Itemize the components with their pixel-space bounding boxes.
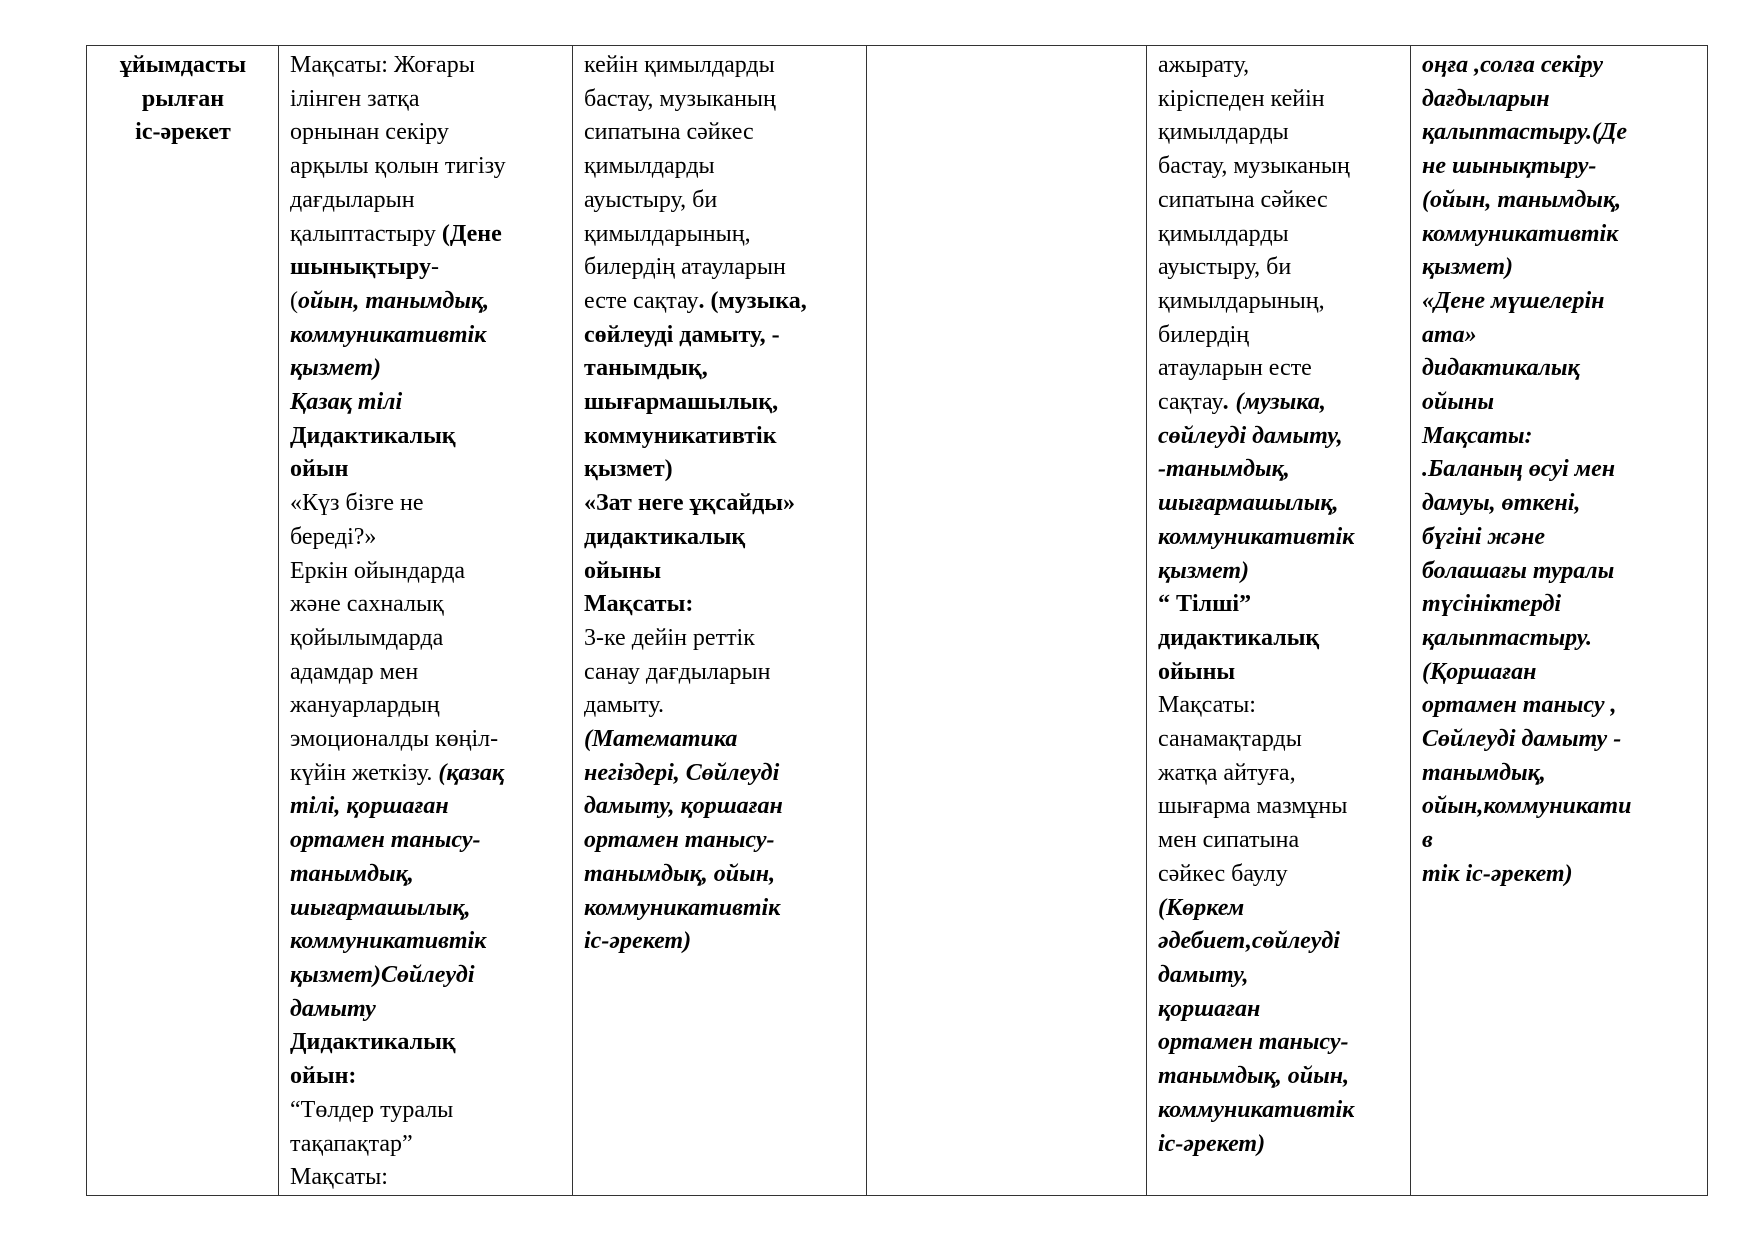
table-row [87, 46, 1708, 1196]
text-line [1422, 352, 1697, 386]
text-run: танымдық, [1422, 759, 1546, 786]
text-line [1422, 757, 1697, 791]
text-run: танымдық, [290, 860, 414, 887]
text-line [584, 251, 856, 285]
text-run: дағдыларын [290, 186, 415, 213]
text-line [290, 319, 562, 353]
text-line [290, 723, 562, 757]
text-line [290, 622, 562, 656]
text-line [1158, 588, 1400, 622]
text-line [1422, 555, 1697, 589]
text-line [290, 1060, 562, 1094]
text-line [290, 1094, 562, 1128]
text-line [290, 420, 562, 454]
text-line [584, 925, 856, 959]
text-line [1158, 1094, 1400, 1128]
table-cell-day-2 [573, 46, 867, 1196]
text-run: коммуникативтік [584, 422, 777, 449]
text-line [1158, 116, 1400, 150]
lesson-plan-table [86, 45, 1708, 1196]
text-line [584, 285, 856, 319]
text-run: Еркін ойындарда [290, 557, 466, 584]
text-line [584, 386, 856, 420]
text-line [290, 184, 562, 218]
text-line [1422, 251, 1697, 285]
text-line [1158, 352, 1400, 386]
text-line [290, 757, 562, 791]
text-run: “Төлдер туралы [290, 1096, 454, 1123]
text-run: дамыту. [584, 692, 664, 719]
text-line [1158, 1060, 1400, 1094]
text-line [290, 858, 562, 892]
text-run: Қазақ тілі [290, 389, 403, 416]
text-run: жануарлардың [290, 692, 440, 719]
text-line [290, 352, 562, 386]
text-line [1158, 622, 1400, 656]
text-run: «Күз бізге не [290, 490, 424, 517]
text-run: ортамен танысу , [1422, 692, 1617, 719]
text-line [1422, 588, 1697, 622]
text-run: шығармашылық, [1158, 490, 1339, 517]
text-line [290, 824, 562, 858]
text-line [290, 959, 562, 993]
text-line [1158, 420, 1400, 454]
text-run: ( [290, 287, 298, 314]
text-run: танымдық, [584, 355, 708, 382]
text-run: дидактикалық [584, 523, 746, 550]
table-cell-day-3-empty [867, 46, 1147, 1196]
text-run: дағдыларын [1422, 85, 1550, 112]
text-line [1422, 49, 1697, 83]
text-line [1158, 1128, 1400, 1162]
text-line [290, 1161, 562, 1195]
text-line [1422, 622, 1697, 656]
text-line [584, 521, 856, 555]
text-run: қызмет) [584, 456, 673, 483]
text-line [584, 555, 856, 589]
text-line [584, 218, 856, 252]
table-cell-day-4 [1147, 46, 1411, 1196]
text-line [1422, 689, 1697, 723]
text-line [1158, 49, 1400, 83]
text-run: Мақсаты: Жоғары [290, 52, 475, 78]
text-run: негіздері, Сөйлеуді [584, 759, 780, 786]
text-run: санау дағдыларын [584, 658, 771, 685]
text-run: танымдық, ойын, [584, 860, 776, 887]
text-line [584, 723, 856, 757]
text-run: ортамен танысу- [1158, 1029, 1349, 1056]
text-run: орнынан секіру [290, 119, 449, 146]
text-run: сипатына сәйкес [584, 119, 754, 146]
text-run: қимылдарды [584, 153, 715, 180]
text-run: .Баланың өсуі мен [1422, 456, 1616, 483]
text-run: кейін қимылдарды [584, 52, 775, 78]
text-run: ауыстыру, би [584, 186, 718, 213]
text-run: оңға ,солға секіру [1422, 52, 1603, 78]
text-line [584, 352, 856, 386]
text-line [584, 49, 856, 83]
text-line [1158, 993, 1400, 1027]
text-line [584, 116, 856, 150]
text-line [290, 1026, 562, 1060]
text-line [1158, 925, 1400, 959]
text-run: бастау, музыканың [1158, 153, 1350, 180]
text-run: қызмет) [290, 355, 382, 382]
text-run: атауларын есте [1158, 355, 1312, 382]
text-line [1158, 150, 1400, 184]
text-run: қалыптастыру. [1422, 624, 1592, 651]
text-line [290, 251, 562, 285]
text-run: Дидактикалық [290, 1029, 456, 1056]
text-run: дамыту [290, 995, 376, 1022]
table-cell-day-5 [1411, 46, 1708, 1196]
text-line [290, 116, 562, 150]
text-run: билердің атауларын [584, 254, 786, 281]
text-line [1158, 959, 1400, 993]
text-line [1158, 218, 1400, 252]
text-run: мен сипатына [1158, 827, 1300, 854]
text-line [290, 83, 562, 117]
text-line [290, 790, 562, 824]
text-line [290, 487, 562, 521]
text-line [1422, 521, 1697, 555]
text-run: сәйкес баулу [1158, 860, 1288, 887]
text-line [1158, 285, 1400, 319]
text-run: тік іс-әрекет) [1422, 860, 1573, 887]
text-line [1158, 790, 1400, 824]
text-line [1422, 420, 1697, 454]
text-run: (Дене [441, 220, 502, 247]
text-run: іс-әрекет) [584, 928, 692, 955]
text-run: қойылымдарда [290, 624, 444, 651]
text-run: Мақсаты: [584, 591, 694, 618]
text-run: қалыптастыру.(Де [1422, 119, 1627, 146]
text-line [584, 622, 856, 656]
text-line [1422, 116, 1697, 150]
text-run: Мақсаты: [1422, 422, 1533, 449]
text-run: (Қоршаған [1422, 658, 1537, 685]
text-line [290, 689, 562, 723]
text-run: билердің [1158, 321, 1250, 348]
text-run: қимылдарының, [584, 220, 751, 247]
text-run: арқылы қолын тигізу [290, 153, 506, 180]
text-run: шынықтыру [290, 254, 431, 281]
text-line [584, 588, 856, 622]
text-run: қалыптастыру [290, 220, 442, 247]
text-line [1158, 824, 1400, 858]
text-line [290, 993, 562, 1027]
text-run: бастау, музыканың [584, 85, 776, 112]
text-run: береді?» [290, 523, 377, 550]
text-run: қимылдарды [1158, 220, 1289, 247]
text-run: коммуникативтік [1158, 1096, 1355, 1123]
text-line [1422, 824, 1697, 858]
text-run: - [430, 254, 439, 281]
text-line [584, 453, 856, 487]
text-run: (Математика [584, 726, 738, 753]
text-run: коммуникативтік [584, 894, 781, 921]
text-run: ойыны [1158, 658, 1236, 685]
text-run: санамақтарды [1158, 726, 1302, 753]
text-run: ойын,коммуникати [1422, 793, 1632, 820]
text-run: в [1422, 827, 1433, 854]
text-line [290, 1128, 562, 1162]
text-line [584, 150, 856, 184]
text-run: коммуникативтік [1158, 523, 1355, 550]
text-line [584, 487, 856, 521]
text-line [290, 49, 562, 83]
text-run: ауыстыру, би [1158, 254, 1292, 281]
text-line [1158, 555, 1400, 589]
text-line [1422, 83, 1697, 117]
text-line [1158, 757, 1400, 791]
text-line [1422, 150, 1697, 184]
text-run: дамыту, қоршаған [584, 793, 783, 820]
text-run: тілі, қоршаған [290, 793, 449, 820]
text-run: шығарма мазмұны [1158, 793, 1348, 820]
text-run: 3-ке дейін реттік [584, 624, 755, 651]
text-line [1158, 251, 1400, 285]
text-run: бүгіні және [1422, 523, 1545, 550]
text-run: түсініктерді [1422, 591, 1562, 618]
text-run: күйін жеткізу. [290, 759, 439, 786]
text-line [1158, 689, 1400, 723]
text-run: танымдық, ойын, [1158, 1063, 1350, 1090]
text-run: қимылдарды [1158, 119, 1289, 146]
text-run: шығармашылық, [290, 894, 471, 921]
text-run: дидактикалық [1158, 624, 1320, 651]
text-run: ортамен танысу- [290, 827, 481, 854]
text-run: (қазақ [438, 759, 505, 786]
text-line [1158, 184, 1400, 218]
text-run: ойын [290, 456, 349, 483]
text-run: қоршаған [1158, 995, 1261, 1022]
text-run: «Зат неге ұқсайды» [584, 490, 796, 517]
text-run: “ Тілші” [1158, 591, 1252, 618]
text-line [1422, 858, 1697, 892]
text-line [290, 521, 562, 555]
text-run: қимылдарының, [1158, 287, 1325, 314]
text-run: (Көркем [1158, 894, 1245, 921]
text-line [584, 420, 856, 454]
text-line [1422, 386, 1697, 420]
text-run: сипатына сәйкес [1158, 186, 1328, 213]
text-run: сөйлеуді дамыту, [1158, 422, 1343, 449]
text-run: және сахналық [290, 591, 444, 618]
text-run: Мақсаты: [290, 1164, 388, 1191]
text-run: эмоционалды көңіл- [290, 726, 499, 753]
text-line [1422, 453, 1697, 487]
text-line [290, 453, 562, 487]
text-run: жатқа айтуға, [1158, 759, 1296, 786]
text-run: коммуникативтік [290, 928, 487, 955]
text-run: ата» [1422, 321, 1477, 348]
text-run: ойын: [290, 1063, 357, 1090]
text-line [290, 386, 562, 420]
text-run: болашағы туралы [1422, 557, 1615, 584]
text-line [1158, 83, 1400, 117]
text-run: қызмет) [1422, 254, 1514, 281]
text-run: коммуникативтік [290, 321, 487, 348]
text-line [584, 892, 856, 926]
text-line [584, 858, 856, 892]
text-line [1158, 386, 1400, 420]
text-line [584, 83, 856, 117]
text-line [1158, 858, 1400, 892]
text-line [1422, 319, 1697, 353]
table-cell-activity [279, 46, 573, 1196]
text-line [290, 588, 562, 622]
text-line [584, 184, 856, 218]
text-run: дидактикалық [1422, 355, 1580, 382]
text-run: -танымдық, [1158, 456, 1290, 483]
text-line [1422, 487, 1697, 521]
text-run: ортамен танысу- [584, 827, 775, 854]
text-line [1422, 723, 1697, 757]
text-line [1158, 487, 1400, 521]
text-line [1158, 723, 1400, 757]
text-line [1158, 319, 1400, 353]
text-run: ілінген затқа [290, 85, 420, 112]
text-line [1422, 184, 1697, 218]
text-line [290, 285, 562, 319]
text-line [290, 555, 562, 589]
text-line [1158, 656, 1400, 690]
text-line [584, 656, 856, 690]
text-line [1422, 656, 1697, 690]
text-line: іс-әрекет [135, 119, 231, 146]
text-line [1422, 285, 1697, 319]
text-line [1158, 521, 1400, 555]
text-run: дамуы, өткені, [1422, 490, 1581, 517]
text-run: Дидактикалық [290, 422, 456, 449]
text-run: Сөйлеуді дамыту - [1422, 726, 1622, 753]
text-line [1422, 790, 1697, 824]
text-run: «Дене мүшелерін [1422, 287, 1605, 314]
text-run: сөйлеуді дамыту, - [584, 321, 780, 348]
text-run: тақапақтар” [290, 1130, 413, 1157]
text-run: ажырату, [1158, 52, 1250, 78]
text-run: ойыны [1422, 389, 1494, 416]
text-run: Мақсаты: [1158, 692, 1256, 719]
text-run: кіріспеден кейін [1158, 85, 1325, 112]
text-line [584, 790, 856, 824]
text-line: ұйымдасты [119, 52, 247, 78]
text-line [1158, 892, 1400, 926]
text-line [290, 656, 562, 690]
text-run: ойын, танымдық, [298, 287, 490, 314]
text-run: (ойын, танымдық, [1422, 186, 1622, 213]
text-run: не шынықтыру- [1422, 153, 1597, 180]
text-run: коммуникативтік [1422, 220, 1619, 247]
text-run: есте сақтау [584, 287, 699, 314]
text-run: сақтау [1158, 389, 1224, 416]
text-line [1422, 218, 1697, 252]
text-run: дамыту, [1158, 961, 1249, 988]
text-line [584, 689, 856, 723]
row-header-cell [87, 46, 279, 1196]
text-run: . (музыка, [698, 287, 807, 314]
text-run: адамдар мен [290, 658, 419, 685]
text-line [290, 892, 562, 926]
text-line [1158, 453, 1400, 487]
text-run: шығармашылық, [584, 389, 779, 416]
text-run: ойыны [584, 557, 662, 584]
text-line [290, 218, 562, 252]
text-line: рылған [141, 85, 225, 112]
text-run: қызмет) [1158, 557, 1250, 584]
text-run: қызмет)Сөйлеуді [290, 961, 475, 988]
text-line [290, 925, 562, 959]
text-line [584, 757, 856, 791]
text-line [290, 150, 562, 184]
text-run: әдебиет,сөйлеуді [1158, 928, 1340, 955]
text-run: . (музыка, [1223, 389, 1326, 416]
text-line [1158, 1026, 1400, 1060]
text-line [584, 319, 856, 353]
text-line [584, 824, 856, 858]
text-run: іс-әрекет) [1158, 1130, 1266, 1157]
